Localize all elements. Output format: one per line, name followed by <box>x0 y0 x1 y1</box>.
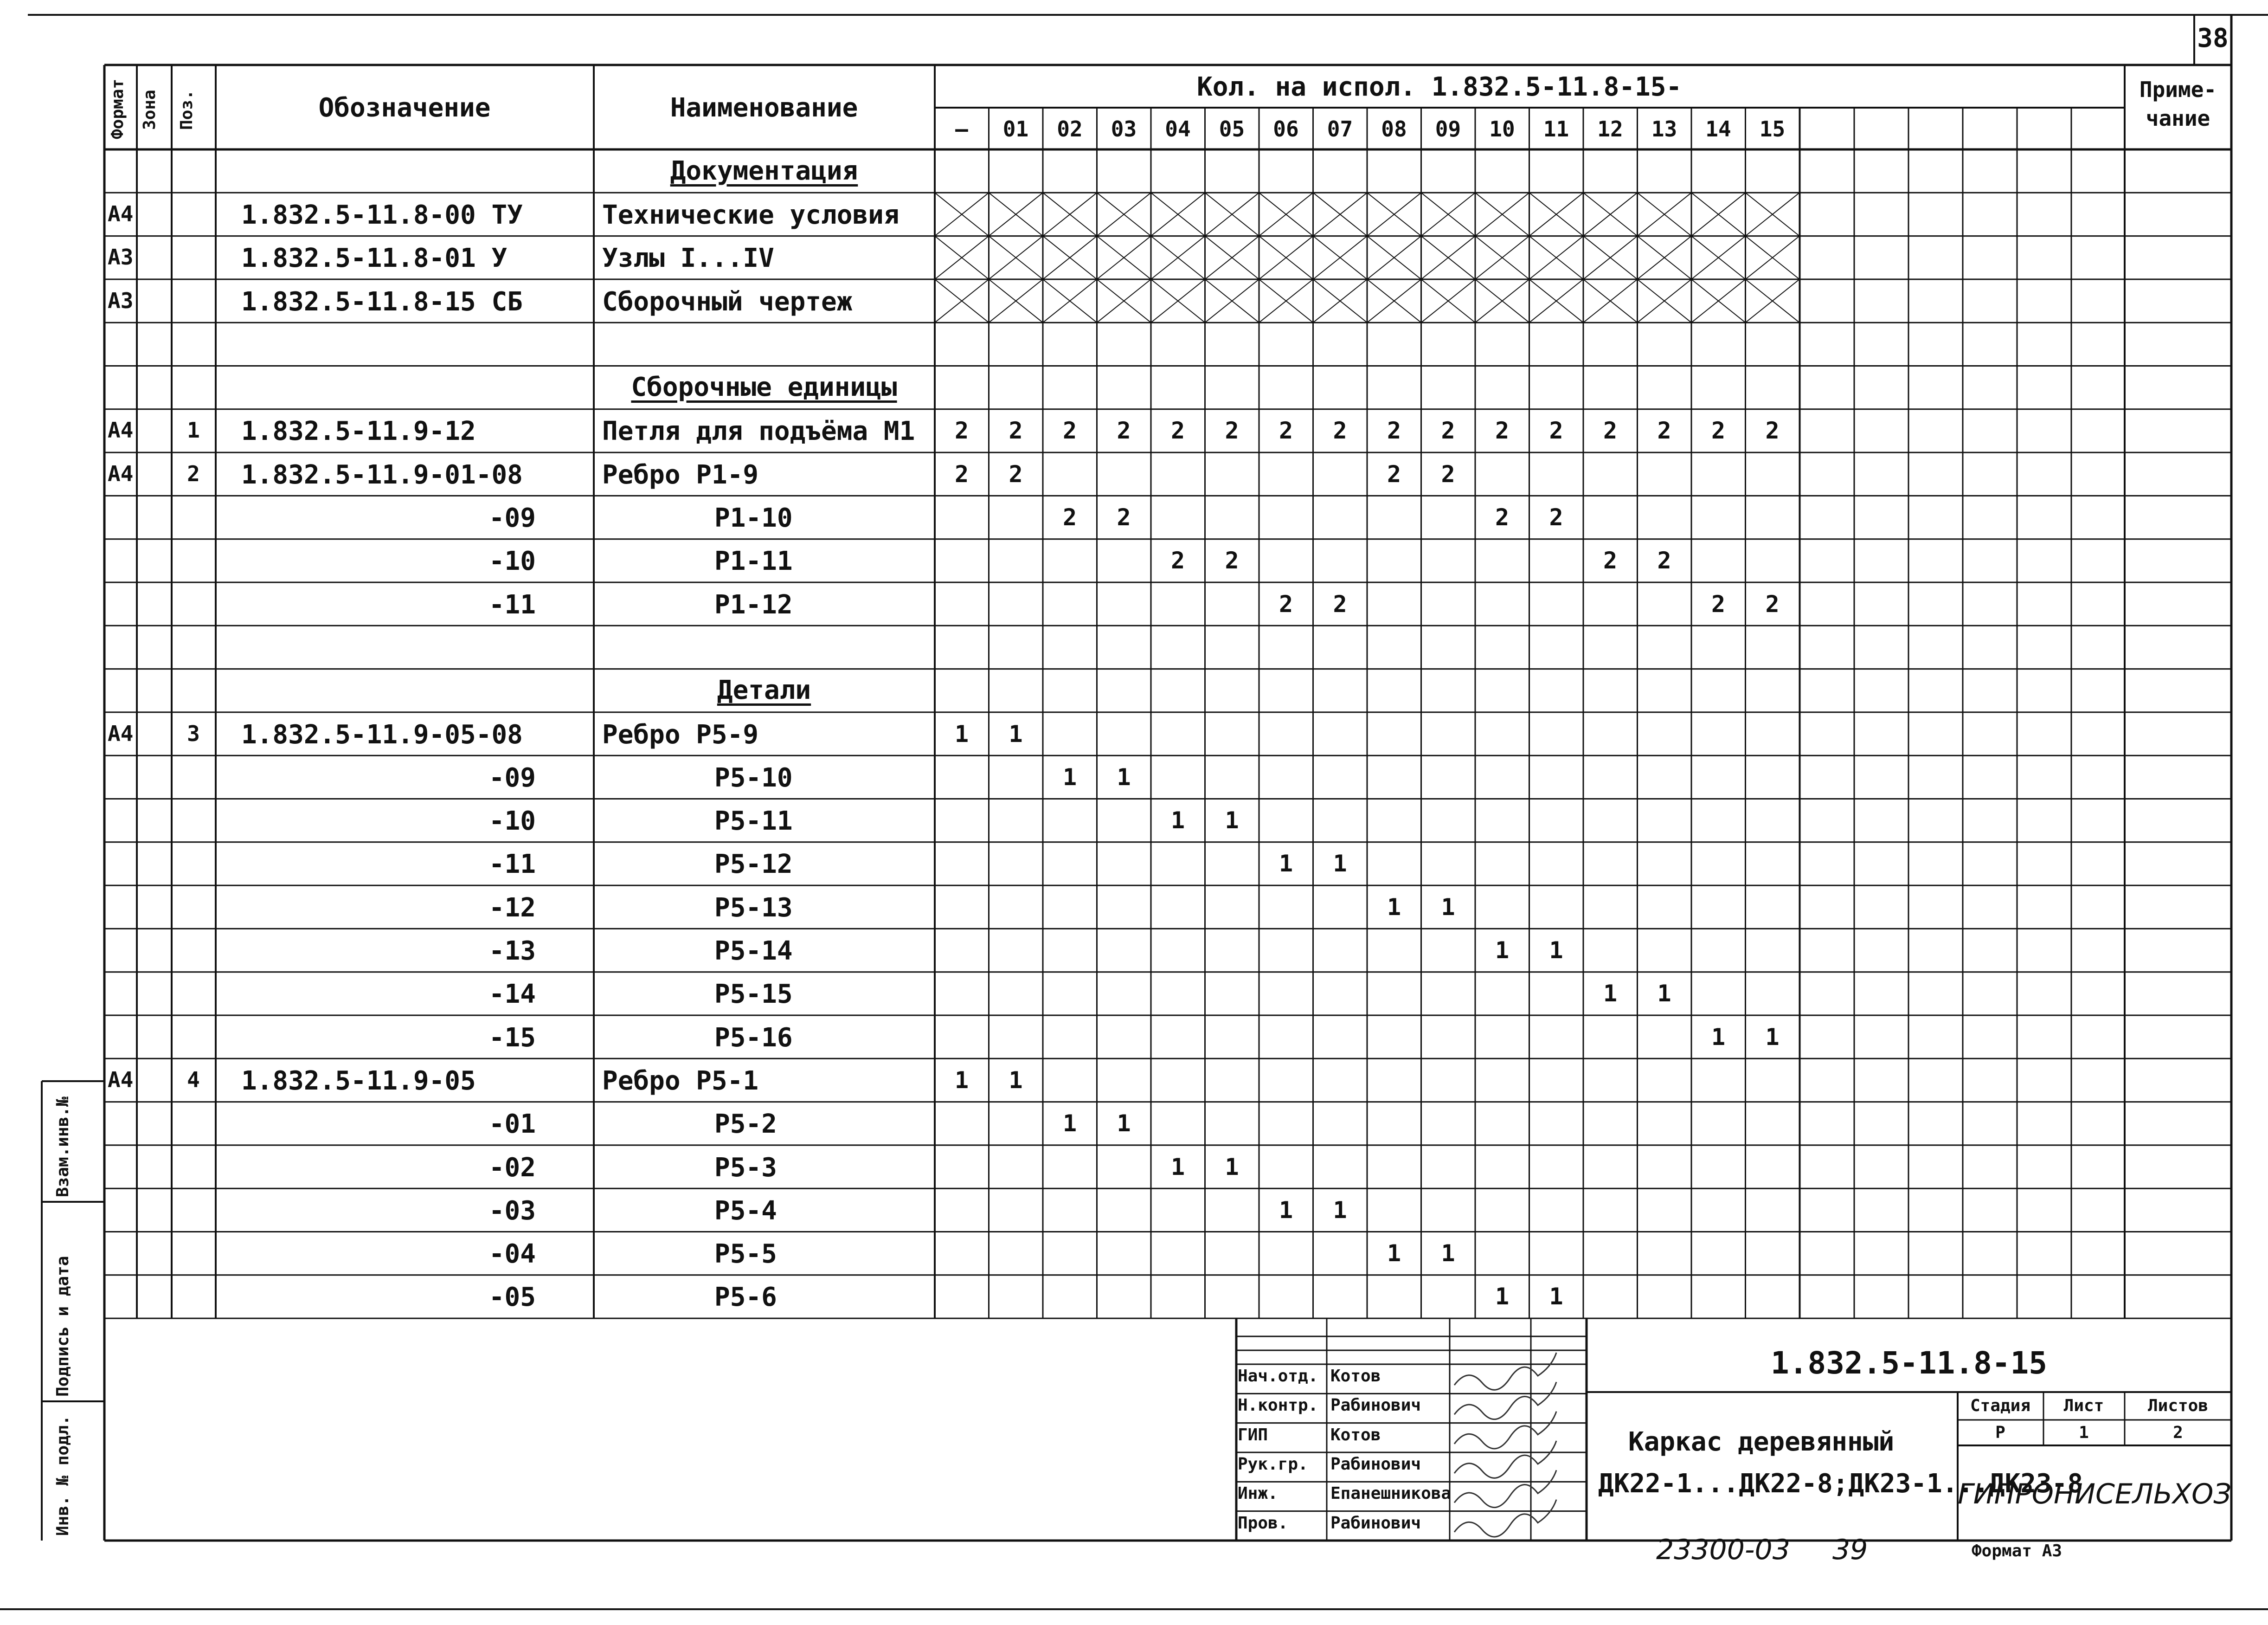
variant-header-11: 11 <box>1543 116 1569 142</box>
format-cell: А3 <box>108 288 134 313</box>
quantity-cell: 1 <box>1333 1196 1347 1224</box>
quantity-cell: 2 <box>1009 417 1023 445</box>
designation-cell: -03 <box>488 1195 536 1226</box>
quantity-cell: 2 <box>1387 417 1401 445</box>
variant-header-9: 09 <box>1435 116 1461 142</box>
titleblock-name: Рабинович <box>1330 1513 1421 1533</box>
footer-format: Формат А3 <box>1972 1541 2062 1561</box>
pos-cell: 2 <box>187 461 200 486</box>
pos-cell: 3 <box>187 721 200 746</box>
col-note-header: Приме- <box>2139 77 2217 102</box>
side-stamp-sign-date: Подпись и дата <box>53 1256 72 1397</box>
name-cell: Р5-10 <box>714 762 793 793</box>
variant-header-1: 01 <box>1002 116 1029 142</box>
name-cell: Р5-6 <box>714 1282 777 1313</box>
quantity-cell: 1 <box>1549 937 1563 964</box>
quantity-cell: 1 <box>1603 980 1618 1007</box>
titleblock-doc-code: 1.832.5-11.8-15 <box>1770 1345 2048 1381</box>
quantity-cell: 2 <box>954 417 969 445</box>
quantity-cell: 2 <box>1279 590 1293 618</box>
signature-scribble <box>1454 1353 1556 1390</box>
quantity-cell: 1 <box>1387 893 1401 921</box>
quantity-cell: 2 <box>1441 460 1455 488</box>
designation-cell: 1.832.5-11.9-05 <box>241 1065 476 1096</box>
variant-header-0: — <box>955 116 968 142</box>
designation-cell: -15 <box>488 1022 536 1053</box>
footer-page: 39 <box>1832 1534 1868 1566</box>
designation-cell: -14 <box>488 979 536 1010</box>
designation-cell: -05 <box>488 1282 536 1313</box>
variant-header-5: 05 <box>1219 116 1245 142</box>
quantity-cell: 1 <box>1657 980 1671 1007</box>
quantity-cell: 2 <box>1225 417 1239 445</box>
sheet-label: Лист <box>2063 1396 2104 1415</box>
col-designation-header: Обозначение <box>318 93 491 123</box>
signature-scribble <box>1454 1412 1556 1449</box>
designation-cell: -10 <box>488 806 536 837</box>
variant-header-15: 15 <box>1759 116 1786 142</box>
name-cell: Р5-12 <box>714 849 793 880</box>
signature-scribble <box>1454 1500 1556 1537</box>
sheet-number: 38 <box>2197 23 2229 53</box>
designation-cell: 1.832.5-11.8-15 СБ <box>241 286 523 317</box>
quantity-cell: 2 <box>1170 417 1185 445</box>
designation-cell: 1.832.5-11.8-01 У <box>241 243 508 274</box>
name-cell: Р5-13 <box>714 892 793 923</box>
name-cell: Р1-10 <box>714 503 793 534</box>
quantity-cell: 1 <box>1062 763 1077 791</box>
col-pos-header: Поз. <box>177 90 196 130</box>
variant-header-10: 10 <box>1489 116 1515 142</box>
section-heading: Детали <box>717 675 811 706</box>
name-cell: Ребро Р1-9 <box>602 459 759 490</box>
quantity-cell: 1 <box>1441 893 1455 921</box>
name-cell: Р5-3 <box>714 1152 777 1183</box>
quantity-cell: 2 <box>1117 417 1131 445</box>
quantity-cell: 1 <box>1117 763 1131 791</box>
quantity-cell: 2 <box>1657 547 1671 574</box>
quantity-cell: 2 <box>1279 417 1293 445</box>
titleblock-role: Инж. <box>1238 1484 1278 1503</box>
stage-label: Стадия <box>1970 1396 2031 1415</box>
designation-cell: 1.832.5-11.9-01-08 <box>241 459 523 490</box>
quantity-cell: 1 <box>1225 1153 1239 1180</box>
quantity-cell: 1 <box>1711 1023 1726 1051</box>
format-cell: А4 <box>108 461 134 486</box>
name-cell: Р5-5 <box>714 1239 777 1270</box>
quantity-cell: 1 <box>1387 1240 1401 1267</box>
quantity-cell: 2 <box>1225 547 1239 574</box>
quantity-cell: 2 <box>1009 460 1023 488</box>
quantity-cell: 2 <box>954 460 969 488</box>
name-cell: Технические условия <box>602 200 899 230</box>
signature-scribble <box>1454 1382 1556 1419</box>
format-cell: А4 <box>108 201 134 226</box>
format-cell: А3 <box>108 245 134 270</box>
designation-cell: 1.832.5-11.9-05-08 <box>241 719 523 750</box>
name-cell: Р5-16 <box>714 1022 793 1053</box>
titleblock-role: ГИП <box>1238 1425 1268 1444</box>
quantity-cell: 1 <box>1333 850 1347 877</box>
pos-cell: 1 <box>187 418 200 443</box>
designation-cell: -02 <box>488 1152 536 1183</box>
side-stamp-inv: Инв. № подл. <box>53 1415 72 1536</box>
variant-header-6: 06 <box>1273 116 1299 142</box>
quantity-cell: 2 <box>1711 590 1726 618</box>
section-heading: Документация <box>670 155 858 186</box>
quantity-cell: 2 <box>1117 504 1131 531</box>
signature-scribble <box>1454 1441 1556 1478</box>
designation-cell: -10 <box>488 546 536 577</box>
signature-scribble <box>1454 1470 1556 1507</box>
quantity-cell: 2 <box>1711 417 1726 445</box>
quantity-cell: 2 <box>1603 417 1618 445</box>
variant-header-14: 14 <box>1705 116 1731 142</box>
stage-value: Р <box>1995 1423 2005 1442</box>
name-cell: Р5-14 <box>714 936 793 967</box>
designation-cell: -09 <box>488 503 536 534</box>
quantity-cell: 1 <box>1441 1240 1455 1267</box>
quantity-cell: 2 <box>1549 417 1563 445</box>
quantity-cell: 2 <box>1549 504 1563 531</box>
titleblock-name: Епанешникова <box>1330 1484 1452 1503</box>
quantity-cell: 2 <box>1333 590 1347 618</box>
designation-cell: -04 <box>488 1239 536 1270</box>
quantity-cell: 1 <box>1765 1023 1780 1051</box>
quantity-cell: 1 <box>1279 850 1293 877</box>
quantity-cell: 2 <box>1387 460 1401 488</box>
variant-header-7: 07 <box>1327 116 1353 142</box>
quantity-cell: 2 <box>1062 504 1077 531</box>
quantity-cell: 1 <box>1062 1110 1077 1137</box>
titleblock-name: Рабинович <box>1330 1455 1421 1474</box>
titleblock-title-2: ДК22-1...ДК22-8;ДК23-1...ДК23-8 <box>1598 1469 2083 1499</box>
name-cell: Ребро Р5-9 <box>602 719 759 750</box>
name-cell: Р5-4 <box>714 1195 777 1226</box>
designation-cell: -09 <box>488 762 536 793</box>
format-cell: А4 <box>108 1067 134 1092</box>
col-format-header: Формат <box>108 78 127 139</box>
name-cell: Сборочный чертеж <box>602 286 853 317</box>
name-cell: Р5-11 <box>714 806 793 837</box>
variant-header-13: 13 <box>1651 116 1677 142</box>
quantity-cell: 1 <box>1279 1196 1293 1224</box>
quantity-cell: 1 <box>1549 1283 1563 1310</box>
variant-header-4: 04 <box>1165 116 1191 142</box>
quantity-cell: 1 <box>1495 1283 1510 1310</box>
side-stamp-vzam: Взам.инв.№ <box>53 1096 72 1197</box>
quantity-cell: 2 <box>1495 504 1510 531</box>
titleblock-role: Рук.гр. <box>1238 1455 1308 1474</box>
name-cell: Р1-12 <box>714 589 793 620</box>
designation-cell: 1.832.5-11.9-12 <box>241 416 476 447</box>
pos-cell: 4 <box>187 1067 200 1092</box>
quantity-cell: 2 <box>1062 417 1077 445</box>
format-cell: А4 <box>108 418 134 443</box>
quantity-cell: 2 <box>1657 417 1671 445</box>
col-note-header-2: чание <box>2146 106 2210 131</box>
titleblock-title: Каркас деревянный <box>1628 1427 1895 1457</box>
name-cell: Узлы I...IV <box>602 243 774 274</box>
quantity-cell: 1 <box>1495 937 1510 964</box>
titleblock-role: Нач.отд. <box>1238 1367 1318 1386</box>
name-cell: Р1-11 <box>714 546 793 577</box>
quantity-cell: 1 <box>1009 720 1023 748</box>
format-cell: А4 <box>108 721 134 746</box>
titleblock-name: Рабинович <box>1330 1396 1421 1415</box>
variant-header-3: 03 <box>1111 116 1137 142</box>
sheets-label: Листов <box>2147 1396 2209 1415</box>
quantity-cell: 2 <box>1441 417 1455 445</box>
sheets-value: 2 <box>2173 1423 2183 1442</box>
quantity-cell: 2 <box>1333 417 1347 445</box>
quantity-cell: 2 <box>1495 417 1510 445</box>
variant-header-12: 12 <box>1597 116 1623 142</box>
quantity-cell: 2 <box>1765 417 1780 445</box>
quantity-cell: 1 <box>954 720 969 748</box>
quantity-cell: 1 <box>954 1066 969 1094</box>
designation-cell: -11 <box>488 589 536 620</box>
name-cell: Р5-15 <box>714 979 793 1010</box>
quantity-cell: 2 <box>1765 590 1780 618</box>
name-cell: Р5-2 <box>714 1109 777 1140</box>
col-zone-header: Зона <box>140 90 159 130</box>
variant-header-2: 02 <box>1057 116 1083 142</box>
col-name-header: Наименование <box>670 93 858 123</box>
name-cell: Ребро Р5-1 <box>602 1065 759 1096</box>
footer-archive-no: 23300-03 <box>1656 1534 1790 1566</box>
quantity-cell: 2 <box>1603 547 1618 574</box>
org-name: ГИПРОНИСЕЛЬХОЗ <box>1958 1478 2231 1510</box>
variant-header-8: 08 <box>1381 116 1407 142</box>
designation-cell: -01 <box>488 1109 536 1140</box>
designation-cell: -13 <box>488 936 536 967</box>
titleblock-name: Котов <box>1330 1367 1381 1386</box>
titleblock-role: Н.контр. <box>1238 1396 1318 1415</box>
quantity-cell: 1 <box>1225 807 1239 834</box>
quantity-cell: 1 <box>1009 1066 1023 1094</box>
designation-cell: 1.832.5-11.8-00 ТУ <box>241 200 523 230</box>
designation-cell: -12 <box>488 892 536 923</box>
quantity-cell: 2 <box>1170 547 1185 574</box>
sheet-value: 1 <box>2079 1423 2089 1442</box>
quantity-cell: 1 <box>1170 1153 1185 1180</box>
name-cell: Петля для подъёма М1 <box>602 416 915 447</box>
titleblock-name: Котов <box>1330 1425 1381 1444</box>
titleblock-role: Пров. <box>1238 1513 1288 1533</box>
designation-cell: -11 <box>488 849 536 880</box>
quantity-cell: 1 <box>1117 1110 1131 1137</box>
quantity-cell: 1 <box>1170 807 1185 834</box>
qty-title: Кол. на испол. 1.832.5-11.8-15- <box>1197 72 1682 102</box>
section-heading: Сборочные единицы <box>631 372 897 403</box>
